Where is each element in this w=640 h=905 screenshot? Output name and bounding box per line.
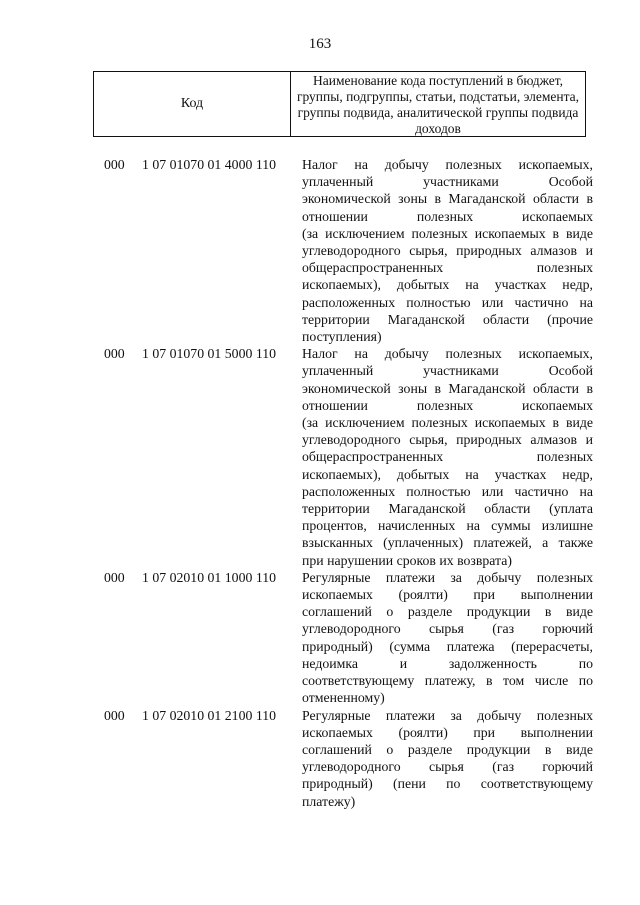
description-line: (за исключением полезных ископаемых в виде [302,225,593,241]
description-line: расположенных полностью или частично на [302,294,593,310]
description-line: природный) (пени по соответствующему [302,776,593,792]
income-code-row [0,707,640,810]
income-description [302,569,593,707]
description-line: углеводородного сырья, природных алмазов и [302,243,593,259]
description-line: уплаченный участниками Особой [302,174,593,190]
income-description [302,345,593,569]
description-line: Регулярные платежи за добычу полезных [302,707,593,723]
description-line: ископаемых (роялти) при выполнении [302,587,593,603]
description-line: территории Магаданской области (уплата [302,501,593,517]
description-line: уплаченный участниками Особой [302,363,593,379]
description-line: соответствующему платежу, в том числе по [302,673,593,689]
admin-code: 000 [104,346,125,362]
description-line: при нарушении сроков их возврата) [302,552,512,568]
income-code-row [0,569,640,707]
description-line: территории Магаданской области (прочие [302,311,593,327]
description-line: процентов, начисленных на суммы излишне [302,518,593,534]
description-line: отношении полезных ископаемых [302,397,593,413]
description-line: ископаемых), добытых на участках недр, [302,277,593,293]
description-line: углеводородного сырья (газ горючий [302,759,593,775]
description-line: отмененному) [302,690,385,706]
header-code-label: Код [94,72,291,136]
description-line: недоимка и задолженность по [302,655,593,671]
description-line: экономической зоны в Магаданской области в [302,191,593,207]
description-line: общераспространенных полезных [302,260,593,276]
header-name-label: Наименование кода поступлений в бюджет, группы, подгруппы, статьи, подстатьи, элемента, группы подвида, аналитической группы подвида доходов [296,73,580,136]
admin-code: 000 [104,707,125,723]
admin-code: 000 [104,157,125,172]
description-line: соглашений о разделе продукции в виде [302,604,593,620]
description-line: взысканных (уплаченных) платежей, а также [302,535,593,551]
description-line: ископаемых), добытых на участках недр, [302,466,593,482]
description-line: отношении полезных ископаемых [302,208,593,224]
income-code-row [0,345,640,569]
page-number: 163 [308,36,332,52]
description-line: углеводородного сырья (газ горючий [302,621,593,637]
income-code: 1 07 02010 01 1000 110 [142,569,277,585]
description-line: соглашений о разделе продукции в виде [302,741,593,757]
description-line: общераспространенных полезных [302,449,593,465]
description-line: Налог на добычу полезных ископаемых, [302,157,593,172]
header-table [93,71,586,137]
admin-code: 000 [104,569,125,585]
description-line: ископаемых (роялти) при выполнении [302,724,593,740]
income-description [302,707,593,810]
income-code: 1 07 02010 01 2100 110 [142,707,277,723]
income-description [302,156,593,345]
income-code: 1 07 01070 01 4000 110 [142,157,277,172]
description-line: (за исключением полезных ископаемых в виде [302,415,593,431]
description-line: природный) (сумма платежа (перерасчеты, [302,638,593,654]
description-line: поступления) [302,329,382,345]
description-line: расположенных полностью или частично на [302,483,593,499]
description-line: платежу) [302,793,356,809]
income-code-row [0,156,640,345]
description-line: Регулярные платежи за добычу полезных [302,569,593,585]
description-line: экономической зоны в Магаданской области в [302,380,593,396]
description-line: углеводородного сырья, природных алмазов и [302,432,593,448]
description-line: Налог на добычу полезных ископаемых, [302,346,593,362]
income-code-list [0,156,640,810]
income-code: 1 07 01070 01 5000 110 [142,346,277,362]
